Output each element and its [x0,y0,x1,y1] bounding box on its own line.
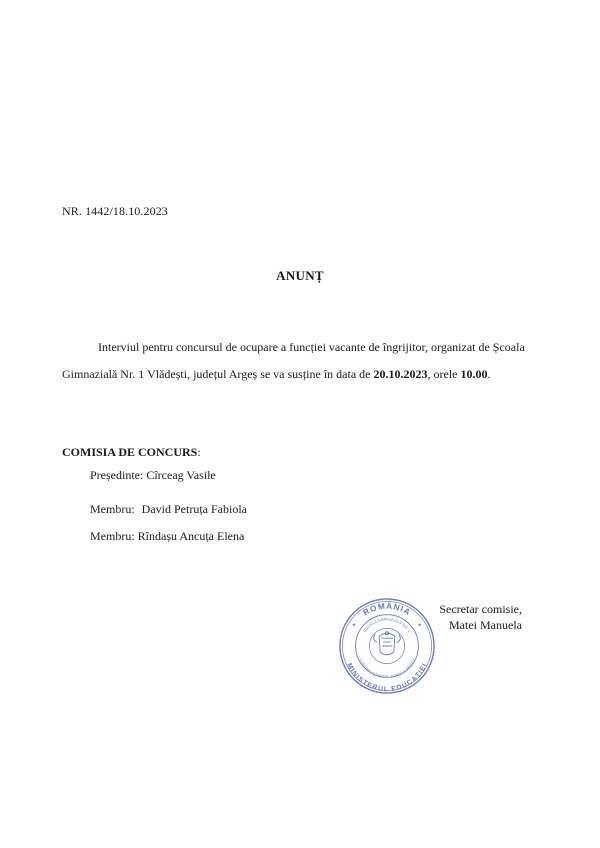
commission-heading-suffix: : [197,445,201,459]
announcement-line-2 [62,367,490,382]
secretary-role: Secretar comisie, [439,602,522,616]
member-name: Cîrceag Vasile [146,468,216,482]
secretary-name: Matei Manuela [449,618,522,632]
document-title: ANUNȚ [276,268,324,283]
interview-time: 10.00 [460,367,488,381]
member-role: Președinte: [90,468,144,482]
announcement-line-2-start: Gimnazială Nr. 1 Vlădești, județul Argeș se va susține în data de [62,367,374,381]
coat-of-arms-icon [374,632,401,655]
commission-heading [62,445,201,460]
official-stamp [338,597,436,695]
stamp-bottom-text: MINISTERUL EDUCAȚIEI [345,662,429,694]
member-name: Rîndașu Ancuța Elena [137,529,245,543]
star-icon: ★ [351,623,357,629]
member-name: David Petruța Fabiola [141,502,247,516]
commission-heading-text: COMISIA DE CONCURS [62,445,198,459]
stamp-inner-top-text: ȘCOALA GIMNAZIALĂ NR. 1 [361,616,413,634]
document-number: NR. 1442/18.10.2023 [62,204,168,218]
commission-member-president [90,468,216,483]
member-role: Membru: [90,502,135,516]
stamp-inner-bottom-text: COMUNA VLĂDEȘTI, JUDEȚUL ARGEȘ [358,658,416,679]
announcement-line-2-mid: , orele [427,367,461,381]
commission-member-2 [90,529,244,544]
announcement-line-2-end: . [487,367,491,381]
member-role: Membru: [90,529,135,543]
interview-date: 20.10.2023 [373,367,428,381]
announcement-line-1: Interviul pentru concursul de ocupare a funcției vacante de îngrijitor, organizat de Școala [98,340,525,354]
secretary-block [439,601,522,633]
commission-member-1 [90,502,247,517]
stamp-top-text: ROMÂNIA [360,600,414,618]
star-icon: ★ [417,623,422,629]
